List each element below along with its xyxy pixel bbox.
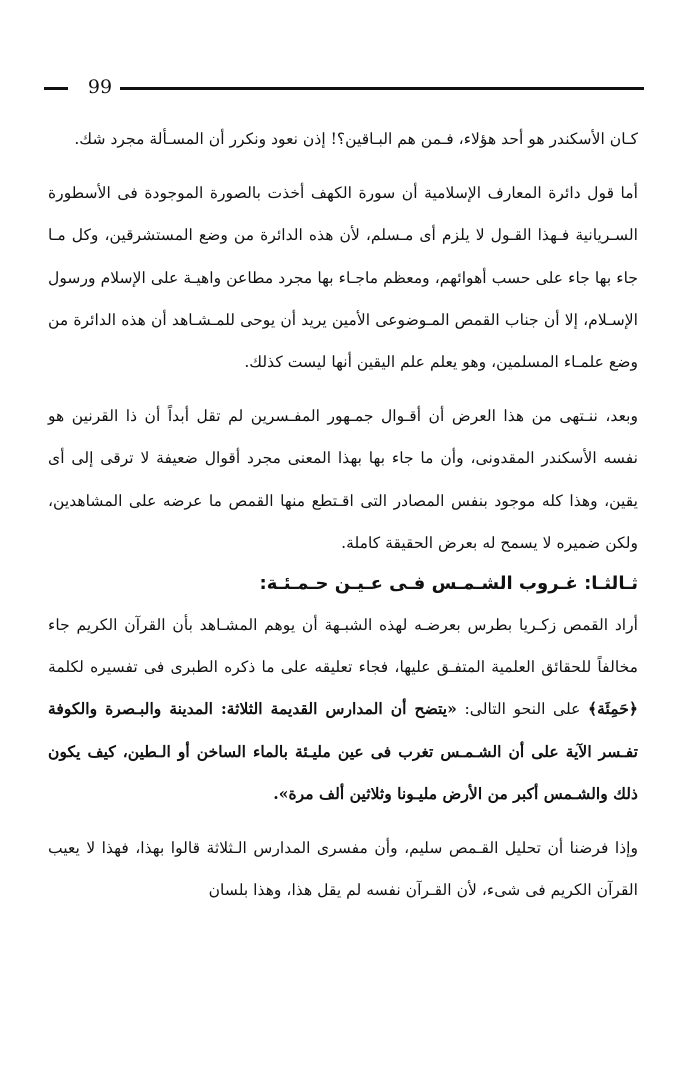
paragraph-5: وإذا فرضنا أن تحليل القـمص سليم، وأن مفسرى المدارس الـثلاثة قالوا بهذا، فهذا لا يعيب القرآن الكريم فى شىء، لأن القـرآن نفسه لم يقل هذا، وهذا بلسان xyxy=(48,839,638,900)
paragraph-4-mid: على النحو التالى: xyxy=(456,700,588,719)
bold-quote: «يتضح أن المدارس القديمة الثلاثة: المدينة والبـصرة والكوفة تفـسر الآية على أن الشـمـس تغرب فى عين مليـئة بالماء الساخن أو الـطين، كيف يكون ذلك والشـمس أكبر من الأرض مليـونا وثلاثين ألف مرة». xyxy=(48,699,638,803)
paragraph-3: وبعد، ننـتهى من هذا العرض أن أقـوال جمـهور المفـسرين لم تقل أبداً أن ذا القرنين هو نفسه الأسكندر المقدونى، وأن ما جاء بها بهذا المعنى مجرد أقوال ضعيفة لا ترقى إلى أى يقين، وهذا كله موجود بنفس المصادر التى اقـتطع منها القمص ما عرضه على المشاهدين، ولكن ضميره لا يسمح له بعرض الحقيقة كاملة. xyxy=(48,407,638,552)
paragraph-1: كـان الأسكندر هو أحد هؤلاء، فـمن هم البـاقين؟! إذن نعود ونكرر أن المسـألة مجرد شك. xyxy=(74,130,638,148)
page-body xyxy=(48,118,638,911)
paragraph-4 xyxy=(48,604,638,815)
header-rule-short xyxy=(44,87,68,90)
quranic-word: ﴿حَمِئَة﴾ xyxy=(588,699,638,719)
page-header xyxy=(44,74,644,100)
paragraph-4-intro: أراد القمص زكـريا بطرس بعرضـه لهذه الشبـهة أن يوهم المشـاهد بأن القرآن الكريم جاء مخالفاً للحقائق العلمية المتفـق عليها، فجاء تعليقه على ما ذكره الطبرى فى تفسيره لكلمة xyxy=(48,616,638,677)
page-number: 99 xyxy=(87,76,113,98)
header-rule-long xyxy=(120,87,644,90)
paragraph-2: أما قول دائرة المعارف الإسلامية أن سورة الكهف أخذت بالصورة الموجودة فى الأسطورة السـريانية فـهذا القـول لا يلزم أى مـسلم، لأن هذه الدائرة من وضع المستشرقين، وكل مـا جاء بها جاء على حسب أهوائهم، ومعظم ماجـاء بها مجرد مطاعن واهيـة على الإسلام ورسول الإسـلام، إلا أن جناب القمص المـوضوعى الأمين يريد أن يوحى للمـشـاهد أن هذه الدائرة من وضع علمـاء المسلمين، وهو يعلم علم اليقين أنها ليست كذلك. xyxy=(48,184,638,372)
section-heading: ثـالثـا: غـروب الشـمـس فـى عـيـن حـمـئـة: xyxy=(259,573,638,595)
